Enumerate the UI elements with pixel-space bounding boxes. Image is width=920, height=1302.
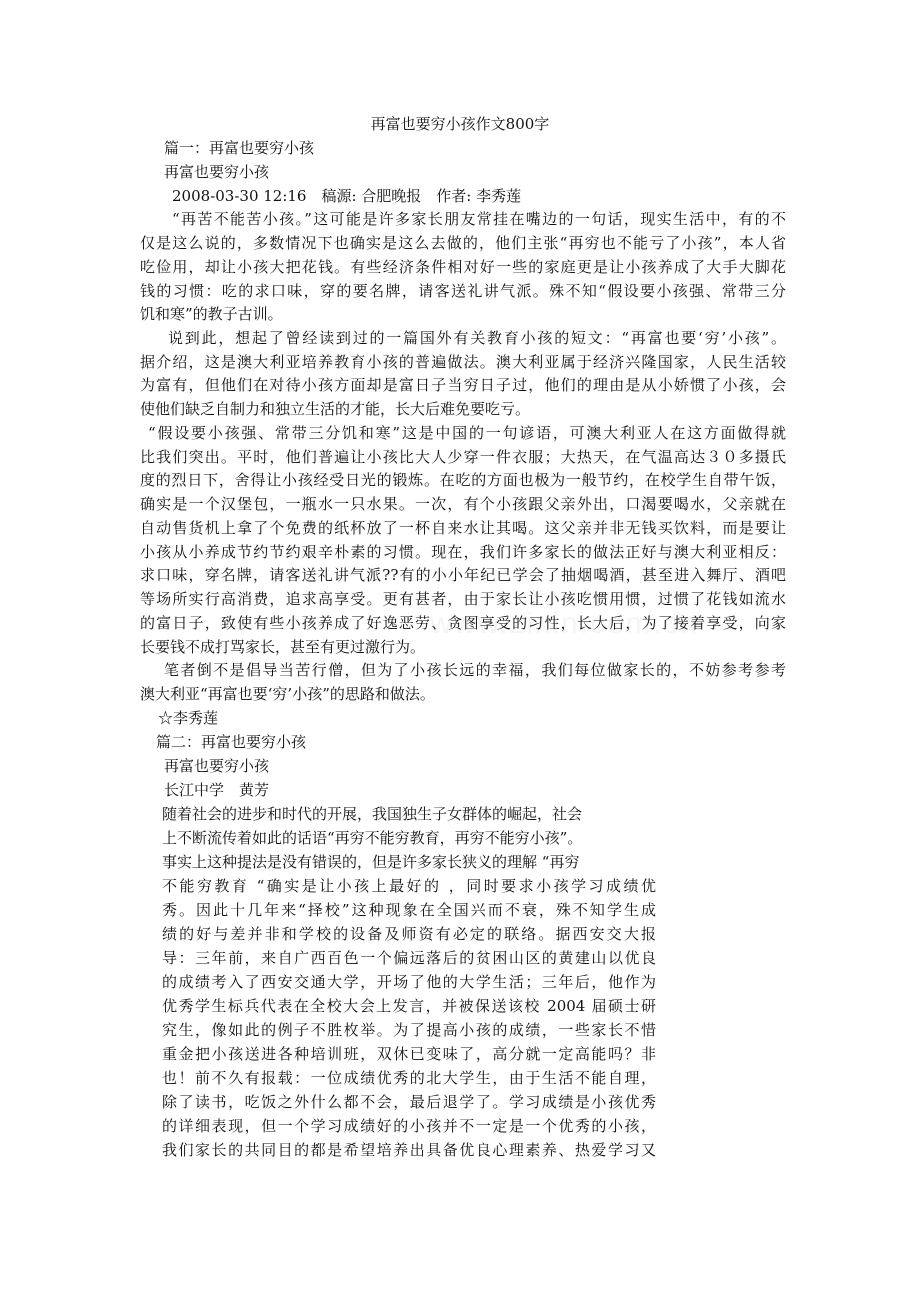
part2-line: 除了读书，吃饭之外什么都不会，最后退学了。学习成绩是小孩优秀 bbox=[162, 1093, 656, 1111]
part2-line: 我们家长的共同目的都是希望培养出具备优良心理素养、热爱学习又 bbox=[162, 1141, 656, 1159]
part1-line: 确实是一个汉堡包，一瓶水一只水果。一次，有个小孩跟父亲外出，口渴要喝水，父亲就在 bbox=[140, 495, 786, 513]
part1-line: 吃俭用，却让小孩大把花钱。有些经济条件相对好一些的家庭更是让小孩养成了大手大脚花 bbox=[140, 258, 786, 276]
part1-signature: ☆李秀莲 bbox=[158, 709, 219, 727]
part1-line: “再苦不能苦小孩。”这可能是许多家长朋友常挂在嘴边的一句话，现实生活中，有的不 bbox=[172, 210, 786, 228]
part2-line: 究生，像如此的例子不胜枚举。为了提高小孩的成绩，一些家长不惜 bbox=[162, 1021, 656, 1039]
part1-heading: 篇一：再富也要穷小孩 bbox=[164, 139, 315, 157]
part2-author: 长江中学 黄芳 bbox=[164, 781, 270, 799]
part1-line: 等场所实行高消费，追求高享受。更有甚者，由于家长让小孩吃惯用惯，过惯了花钱如流水 bbox=[140, 590, 786, 608]
part2-line: 事实上这种提法是没有错误的，但是许多家长狭义的理解 “再穷 bbox=[162, 853, 580, 871]
part1-line: 为富有，但他们在对待小孩方面却是富日子当穷日子过，他们的理由是从小娇惯了小孩，会 bbox=[140, 376, 786, 394]
part1-line: 比我们突出。平时，他们普遍让小孩比大人少穿一件衣服；大热天，在气温高达３０多摄氏 bbox=[140, 448, 786, 466]
part2-line: 上不断流传着如此的话语“再穷不能穷教育，再穷不能穷小孩”。 bbox=[162, 829, 583, 847]
part2-line: 优秀学生标兵代表在全校大会上发言，并被保送该校 2004 届硕士研 bbox=[162, 997, 656, 1015]
part1-line: 小孩从小养成节约节约艰辛朴素的习惯。现在，我们许多家长的做法正好与澳大利亚相反： bbox=[140, 543, 786, 561]
part1-line: 使他们缺乏自制力和独立生活的才能，长大后难免要吃亏。 bbox=[140, 400, 531, 418]
part2-line: 不能穷教育 “确实是让小孩上最好的 ，同时要求小孩学习成绩优 bbox=[162, 877, 656, 895]
document-title: 再富也要穷小孩作文800字 bbox=[370, 115, 550, 133]
part2-line: 也！前不久有报载：一位成绩优秀的北大学生，由于生活不能自理， bbox=[162, 1069, 656, 1087]
part2-line: 导：三年前，来自广西百色一个偏远落后的贫困山区的黄建山以优良 bbox=[162, 949, 656, 967]
part1-line: “假设要小孩强、常带三分饥和寒”这是中国的一句谚语，可澳大利亚人在这方面做得就 bbox=[148, 424, 786, 442]
part2-heading: 篇二：再富也要穷小孩 bbox=[156, 733, 307, 751]
part1-line: 澳大利亚“再富也要‘穷’小孩”的思路和做法。 bbox=[140, 685, 435, 703]
part1-line: 据介绍，这是澳大利亚培养教育小孩的普遍做法。澳大利亚属于经济兴隆国家，人民生活较 bbox=[140, 353, 786, 371]
part2-line: 随着社会的进步和时代的开展，我国独生子女群体的崛起，社会 bbox=[162, 805, 583, 823]
part1-line: 笔者倒不是倡导当苦行僧，但为了小孩长远的幸福，我们每位做家长的，不妨参考参考 bbox=[164, 661, 786, 679]
part1-subtitle: 再富也要穷小孩 bbox=[164, 163, 270, 181]
part2-line: 重金把小孩送进各种培训班，双休已变味了，高分就一定高能吗？非 bbox=[162, 1045, 656, 1063]
part2-line: 秀。因此十几年来“择校”这种现象在全国兴而不衰，殊不知学生成 bbox=[162, 901, 656, 919]
part1-line: 说到此，想起了曾经读到过的一篇国外有关教育小孩的短文：“再富也要‘穷’小孩”。 bbox=[168, 329, 786, 347]
part2-line: 的详细表现，但一个学习成绩好的小孩并不一定是一个优秀的小孩， bbox=[162, 1117, 656, 1135]
part1-line: 钱的习惯：吃的求口味，穿的要名牌，请客送礼讲气派。殊不知“假设要小孩强、常带三分 bbox=[140, 282, 786, 300]
part1-line: 仅是这么说的，多数情况下也确实是这么去做的，他们主张“再穷也不能亏了小孩”，本人省 bbox=[140, 234, 786, 252]
part1-line: 求口味，穿名牌，请客送礼讲气派??有的小小年纪已学会了抽烟喝酒，甚至进入舞厅、酒吧 bbox=[140, 566, 786, 584]
part2-line: 绩的好与差并非和学校的设备及师资有必定的联络。据西安交大报 bbox=[162, 925, 656, 943]
part1-line: 自动售货机上拿了个免费的纸杯放了一杯自来水让其喝。这父亲并非无钱买饮料，而是要让 bbox=[140, 519, 786, 537]
part2-line: 的成绩考入了西安交通大学，开场了他的大学生活；三年后，他作为 bbox=[162, 973, 656, 991]
part1-line: 长要钱不成打骂家长，甚至有更过激行为。 bbox=[140, 638, 426, 656]
part1-line: 度的烈日下，舍得让小孩经受日光的锻炼。在吃的方面也极为一般节约，在校学生自带午饭， bbox=[140, 471, 786, 489]
part2-subtitle: 再富也要穷小孩 bbox=[164, 757, 270, 775]
part1-line: 饥和寒”的教子古训。 bbox=[140, 305, 283, 323]
part1-meta: 2008-03-30 12:16 稿源: 合肥晚报 作者: 李秀莲 bbox=[172, 187, 522, 205]
part1-line: 的富日子，致使有些小孩养成了好逸恶劳、贪图享受的习性，长大后，为了接着享受，向家 bbox=[140, 614, 786, 632]
